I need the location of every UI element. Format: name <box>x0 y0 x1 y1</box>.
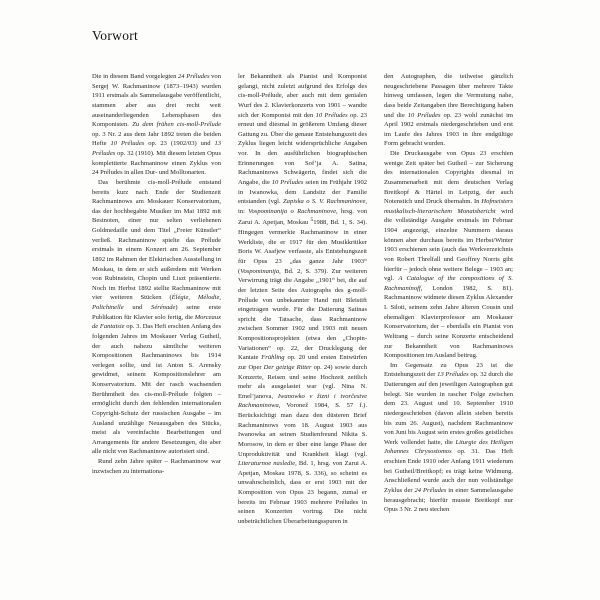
paragraph: ler Bekanntheit als Pianist und Komponist gelangt, nicht zuletzt aufgrund des Erfolgs des cis-moll-Prélude, aber auch mit dem genialen Wurf des 2. Klavierkonzerts von 1901 – wandte sich der Komponist mit den 10 Préludes op. 23 erneut und diesmal in größerem Umfang dieser Gattung zu. Über die genaue Entstehungszeit des Zyklus liegen leicht widersprüchliche Angaben vor. In den ausführlichen biographischen Erinnerungen von Sof’ja A. Satina, Rachmaninows Schwägerin, findet sich die Angabe, die 10 Préludes seien im Frühjahr 1902 in Iwanowka, dem Landsitz der Familie entstanden (vgl. Zapiska o S. V. Rachmaninove, in: Vospominanija o Rachmaninove, hrsg. von Zarui A. Apetjan, Moskau $^5$1988, Bd. 1, S. 34). Hingegen vermerkte Rachmaninow in einer Werkliste, die er 1917 für den Musikkritiker Boris W. Asafjew verfasste, als Entstehungszeit für Opus 23 „das ganze Jahr 1903“ (Vospominanija, Bd. 2, S. 379). Zur weiteren Verwirrung trägt die Angabe „1901“ bei, die auf der letzten Seite des Autographs des g-moll-Prélude von unbekannter Hand mit Bleistift eingetragen wurde. Für die Datierung Satinas spricht die Tatsache, dass Rachmaninow zwischen Sommer 1902 und 1903 mit neuen Kompositionsprojekten (etwa den „Chopin-Variationen“ op. 22, der Drucklegung der Kantate Frühling op. 20 und ersten Entwürfen zur Oper Der geizige Ritter op. 24) sowie durch Konzerte, Reisen und seine Hochzeit zeitlich mehr als ausgelastet war (vgl. Nina N. Emel’janova, Iwanowko v žizni i tvorčestve Rachmaninowa, Voronež 1984, S. 57 f.). Berücksichtigt man dazu den düsteren Brief Rachmaninows vom 18. August 1903 aus Iwanowka an seinen Studienfreund Nikita S. Morosow, in dem er über eine lange Phase der Unproduktivität und Krankheit klagt (vgl. Literaturnoe nasledie, Bd. 1, hrsg. von Zarui A. Apetjan, Moskau 1978, S. 336), so scheint es unwahrscheinlich, dass er erst 1903 mit der Komposition von Opus 23 begann, zumal er bereits im Februar 1903 mehrere Préludes in seinen Konzerten vortrug. Die nicht unbeträchtlichen Überarbeitungsspuren in <box>238 73 368 525</box>
paragraph: Im Gegensatz zu Opus 23 ist die Entstehungszeit der 13 Préludes op. 32 durch die Datierungen auf den jeweiligen Autographen gut belegt. Sie wurden in rascher Folge zwischen dem 23. August und 10. September 1910 niedergeschrieben (davon allein sieben bereits bis zum 26. August), nachdem Rachmaninow von Juni bis August sein erstes großes geistliches Werk vollendet hatte, die Liturgie des Heiligen Johannes Chrysostomos op. 31. Das Heft erschien Ende 1910 oder Anfang 1911 wiederum bei Gutheil/Breitkopf; es trägt keine Widmung. Anschließend wurde auch der nun vollständige Zyklus der 24 Préludes in einer Sammelausgabe herausgebracht; hierfür musste Breitkopf nur Opus 3 Nr. 2 neu stechen <box>384 361 514 514</box>
text-column-1 <box>92 72 221 527</box>
text-columns <box>92 72 513 527</box>
paragraph: Die Druckausgabe von Opus 23 erschien wenige Zeit später bei Gutheil – zur Sicherung des internationalen Copyrights diesmal in Zusammenarbeit mit dem deutschen Verlag Breitkopf & Härtel in Leipzig, der auch Notenstich und Druck übernahm. In Hofmeisters musikalisch-literarischem Monatsbericht wird die vollständige Ausgabe erstmals im Februar 1904 angezeigt, einzelne Nummern daraus können aber durchaus bereits im Herbst/Winter 1903 erschienen sein (auch das Werkverzeichnis von Robert Threlfall und Geoffrey Norris gibt hierfür – jedoch ohne weitere Belege – 1903 an; vgl. A Catalogue of the compositions of S. Rachmaninoff, London 1982, S. 81). Rachmaninow widmete diesen Zyklus Alexander I. Siloti, seinem zehn Jahre älteren Cousin und ehemaligen Klavierprofessor am Moskauer Konservatorium, der – ebenfalls ein Pianist von Weltrang – durch seine Konzerte entscheidend zur Bekanntheit von Rachmaninows Kompositionen im Ausland beitrug. <box>384 150 514 360</box>
paragraph: Rund zehn Jahre später – Rachmaninow war inzwischen zu internationa- <box>92 458 221 475</box>
paragraph: Das berühmte cis-moll-Prélude entstand bereits kurz nach Ende der Studienzeit Rachmaninows am Moskauer Konservatorium, das der hochbegabte Musiker im Mai 1892 mit Bestnoten, einer nur selten verliehenen Goldmedaille und dem Titel „Freier Künstler“ verließ. Rachmaninow spielte das Prélude erstmals in einem Konzert am 26. September 1892 im Rahmen der Elektrischen Ausstellung in Moskau, in dem er sich außerdem mit Werken von Rubinstein, Chopin und Liszt präsentierte. Noch im Herbst 1892 stellte Rachmaninow mit vier weiteren Stücken (Élégie, Mélodie, Polichinelle und Sérénade) seine erste Publikation für Klavier solo fertig, die Morceaux de Fantaisie op. 3. Das Heft erschien Anfang des folgenden Jahres im Moskauer Verlag Gutheil, der auch nahezu sämtliche weiteren Kompositionen Rachmaninows bis 1914 verlegen sollte, und ist Anton S. Arensky gewidmet, seinem Kompositionslehrer am Konservatorium. Mit der rasch wachsenden Berühmtheit des cis-moll-Prélude folgten – ermöglicht durch den fehlenden internationalen Copyright-Schutz der russischen Ausgabe – im Ausland unzählige Neuausgaben des Stücks, meist als vereinfachte Bearbeitungen und Arrangements für andere Besetzungen, die aber alle nicht von Rachmaninow autorisiert sind. <box>92 178 221 456</box>
text-column-2 <box>238 72 367 527</box>
paragraph: den Autographen, die teilweise gänzlich neugeschriebene Passagen über mehrere Takte hinweg umfassen, legen die Vermutung nahe, dass beide Zeitangaben ihre Berechtigung haben und die 10 Préludes op. 23 wohl zunächst im April 1902 erstmals niedergeschrieben und erst im Laufe des Jahres 1903 in ihre endgültige Form gebracht wurden. <box>384 73 513 148</box>
page-title: Vorwort <box>92 28 139 43</box>
paragraph: Die in diesem Band vorgelegten 24 Préludes von Sergej W. Rachmaninow (1873–1943) wurden 1911 erstmals als Sammelausgabe veröffentlicht, stammen aber aus drei recht weit auseinanderliegenden Lebensphasen des Komponisten. Zu dem frühen cis-moll-Prélude op. 3 Nr. 2 aus dem Jahr 1892 treten die beiden Hefte 10 Préludes op. 23 (1902/03) und 13 Préludes op. 32 (1910). Mit diesem letzten Opus komplettierte Rachmaninow einen Zyklus von 24 Préludes in allen Dur- und Molltonarten. <box>92 73 222 177</box>
text-column-3 <box>384 72 513 527</box>
